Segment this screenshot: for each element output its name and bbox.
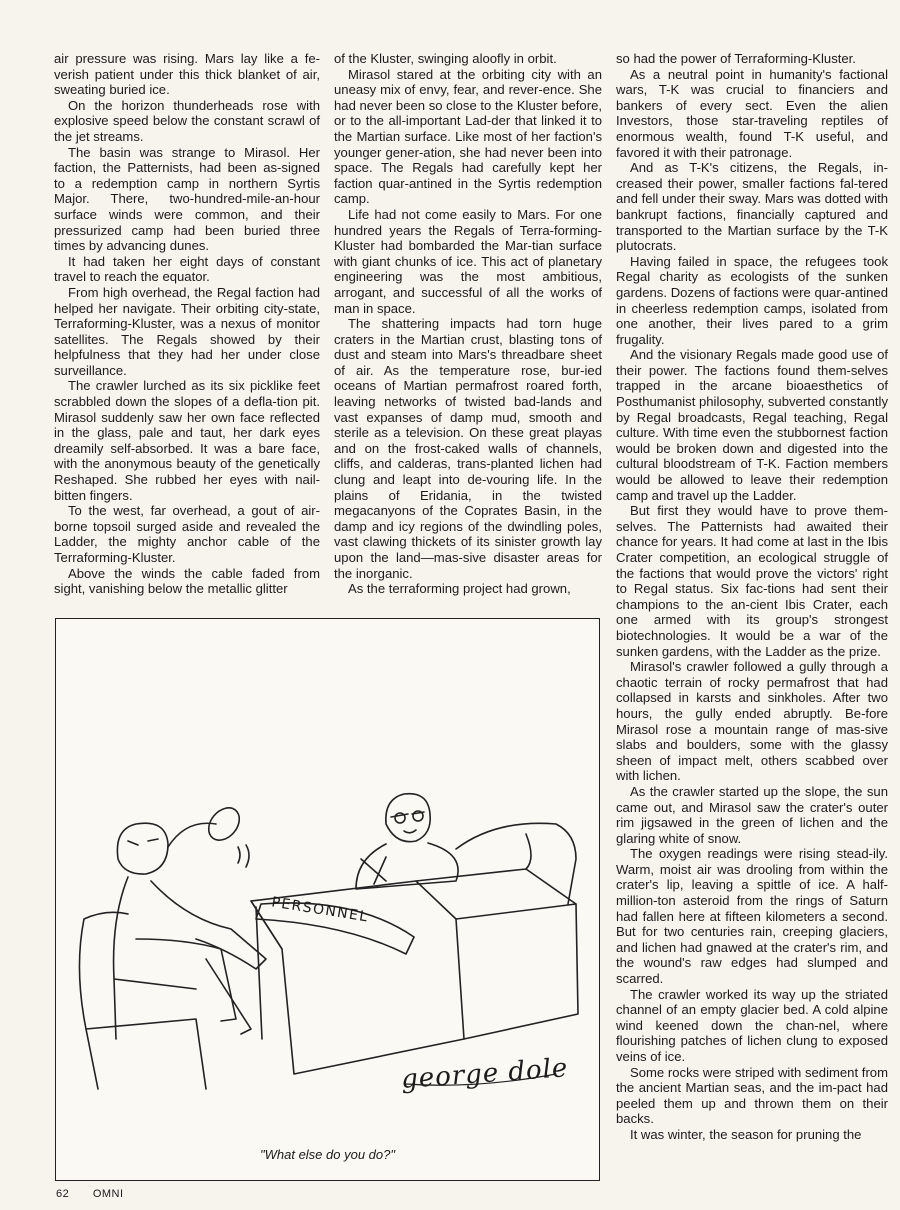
paragraph: The oxygen readings were rising stead-ily. Warm, moist air was drooling from within the crater's lip, leaving a spittle of ice. A half-million-ton asteroid from the rings of Saturn had fallen here at fifteen kilometers a second. But for two centuries rain, creeping glaciers, and lichen had gnawed at the crater's rim, and the wound's raw edges had slumped and scarred.	[616, 846, 888, 987]
paragraph: The basin was strange to Mirasol. Her faction, the Patternists, had been as-signed to a redemption camp in northern Syrtis Major. There, two-hundred-mile-an-hour surface winds were common, and their pressurized camp had been buried three times by advancing dunes.	[54, 144, 320, 254]
personnel-sign-label: PERSONNEL	[270, 894, 370, 926]
paragraph: The shattering impacts had torn huge craters in the Martian crust, blasting tons of dust and steam into Mars's threadbare sheet of air. As the temperature rose, bur-ied oceans of Martian permafrost roared forth, leaving networks of twisted bad-lands and vast expanses of damp mud, smooth and sterile as a television. On these great playas and on the frost-caked walls of channels, cliffs, and calderas, trans-planted lichen had clung and leapt into de-vouring life. In the plains of Eridania, in the twisted megacanyons of the Coprates Basin, in the damp and icy regions of the dwindling poles, vast clawing thickets of its sinister growth lay upon the land—mas-sive disaster areas for the inorganic.	[334, 316, 602, 581]
cartoon-panel	[55, 618, 600, 1181]
paragraph: And as T-K's citizens, the Regals, in-creased their power, smaller factions fal-tered and fell under their sway. Mars was dotted with bankrupt factions, financially captured and transported to the Martian surface by the T-K plutocrats.	[616, 160, 888, 254]
applicant-figure	[79, 802, 266, 1089]
paragraph: Above the winds the cable faded from sight, vanishing below the metallic glitter	[54, 565, 320, 597]
article-column-1	[54, 51, 320, 597]
artist-signature: george dole	[400, 1053, 570, 1095]
paragraph: Mirasol stared at the orbiting city with an uneasy mix of envy, fear, and rever-ence. She had never been so close to the Kluster before, or to the all-important Lad-der that linked it to the Martian surface. Like most of her faction's younger gener-ation, she had never been into space. The Regals had carefully kept her faction quar-antined in the Syrtis redemption camp.	[334, 66, 602, 207]
paragraph: Life had not come easily to Mars. For one hundred years the Regals of Terra-forming-Kluster had bombarded the Mar-tian surface with giant chunks of ice. This act of planetary engineering was the most ambitious, arrogant, and successful of all the works of man in space.	[334, 206, 602, 316]
paragraph: To the west, far overhead, a gout of air-borne topsoil surged aside and revealed the Ladder, the mighty anchor cable of the Terraforming-Kluster.	[54, 503, 320, 565]
paragraph: And the visionary Regals made good use of their power. The factions found them-selves trapped in the arcane bioaesthetics of Posthumanist philosophy, subverted constantly by Regal broadcasts, Regal teaching, Regal culture. With time even the stubbornest faction would be broken down and digested into the cultural bloodstream of T-K. Faction members would be allowed to leave their redemption camp and travel up the Ladder.	[616, 347, 888, 503]
cartoon-drawing	[56, 619, 599, 1180]
paragraph: But first they would have to prove them-selves. The Patternists had awaited their chance for years. It had come at last in the Ibis Crater competition, an ecological struggle of the factions that would prove the victors' right to Regal status. Six fac-tions had sent their champions to the an-cient Ibis Crater, each one armed with its group's strongest biotechnologies. It would be a war of the sunken gardens, with the Ladder as the prize.	[616, 503, 888, 659]
paragraph: From high overhead, the Regal faction had helped her navigate. Their orbiting city-state, Terraforming-Kluster, was a nexus of monitor satellites. The Regals showed by their helpfulness that they had her under close surveillance.	[54, 284, 320, 378]
paragraph: of the Kluster, swinging aloofly in orbit.	[334, 51, 557, 66]
paragraph: The crawler lurched as its six picklike feet scrabbled down the slopes of a defla-tion pit. Mirasol suddenly saw her own face reflected in the glass, pale and taut, her dark eyes dreamily self-absorbed. It was a bare face, with the anonymous beauty of the genetically Reshaped. She rubbed her eyes with nail-bitten fingers.	[54, 378, 320, 503]
paragraph: It had taken her eight days of constant travel to reach the equator.	[54, 253, 320, 285]
article-column-3	[616, 51, 888, 1143]
paragraph: As a neutral point in humanity's factional wars, T-K was crucial to financiers and bankers of every sect. Even the alien Investors, those star-traveling reptiles of enormous wealth, found T-K useful, and favored it with their patronage.	[616, 66, 888, 160]
paragraph: air pressure was rising. Mars lay like a fe-verish patient under this thick blanket of air, sweating buried ice.	[54, 51, 320, 98]
magazine-name: OMNI	[92, 1188, 124, 1200]
paragraph: The crawler worked its way up the striated channel of an empty glacier bed. A cold alpine wind keened down the chan-nel, where flourishing patches of lichen clung to exposed veins of ice.	[616, 986, 888, 1064]
paragraph: It was winter, the season for pruning the	[630, 1126, 862, 1142]
paragraph: On the horizon thunderheads rose with explosive speed below the constant scrawl of the jet streams.	[54, 97, 320, 144]
paragraph: so had the power of Terraforming-Kluster.	[616, 51, 856, 66]
page-footer	[56, 1188, 144, 1200]
article-column-2	[334, 51, 602, 597]
interviewer-figure	[356, 794, 576, 904]
paragraph: As the crawler started up the slope, the sun came out, and Mirasol saw the crater's outer rim jigsawed in the green of lichen and the glaring white of snow.	[616, 783, 888, 846]
paragraph: As the terraforming project had grown,	[348, 581, 571, 597]
paragraph: Some rocks were striped with sediment from the ancient Martian seas, and the im-pact had peeled them up and thrown them on their backs.	[616, 1064, 888, 1127]
paragraph: Having failed in space, the refugees took Regal charity as ecologists of the sunken gardens. Dozens of factions were quar-antined in cheerless redemption camps, isolated from one another, their lives pared to a grim frugality.	[616, 253, 888, 347]
paragraph: Mirasol's crawler followed a gully through a chaotic terrain of rocky permafrost that had collapsed in karsts and sinkholes. After two hours, the gully ended abruptly. Be-fore Mirasol rose a mountain range of mas-sive slabs and boulders, some with the glassy sheen of impact melt, others scabbed over with lichen.	[616, 659, 888, 784]
cartoon-caption: "What else do you do?"	[260, 1147, 395, 1162]
page-number: 62	[56, 1188, 70, 1200]
